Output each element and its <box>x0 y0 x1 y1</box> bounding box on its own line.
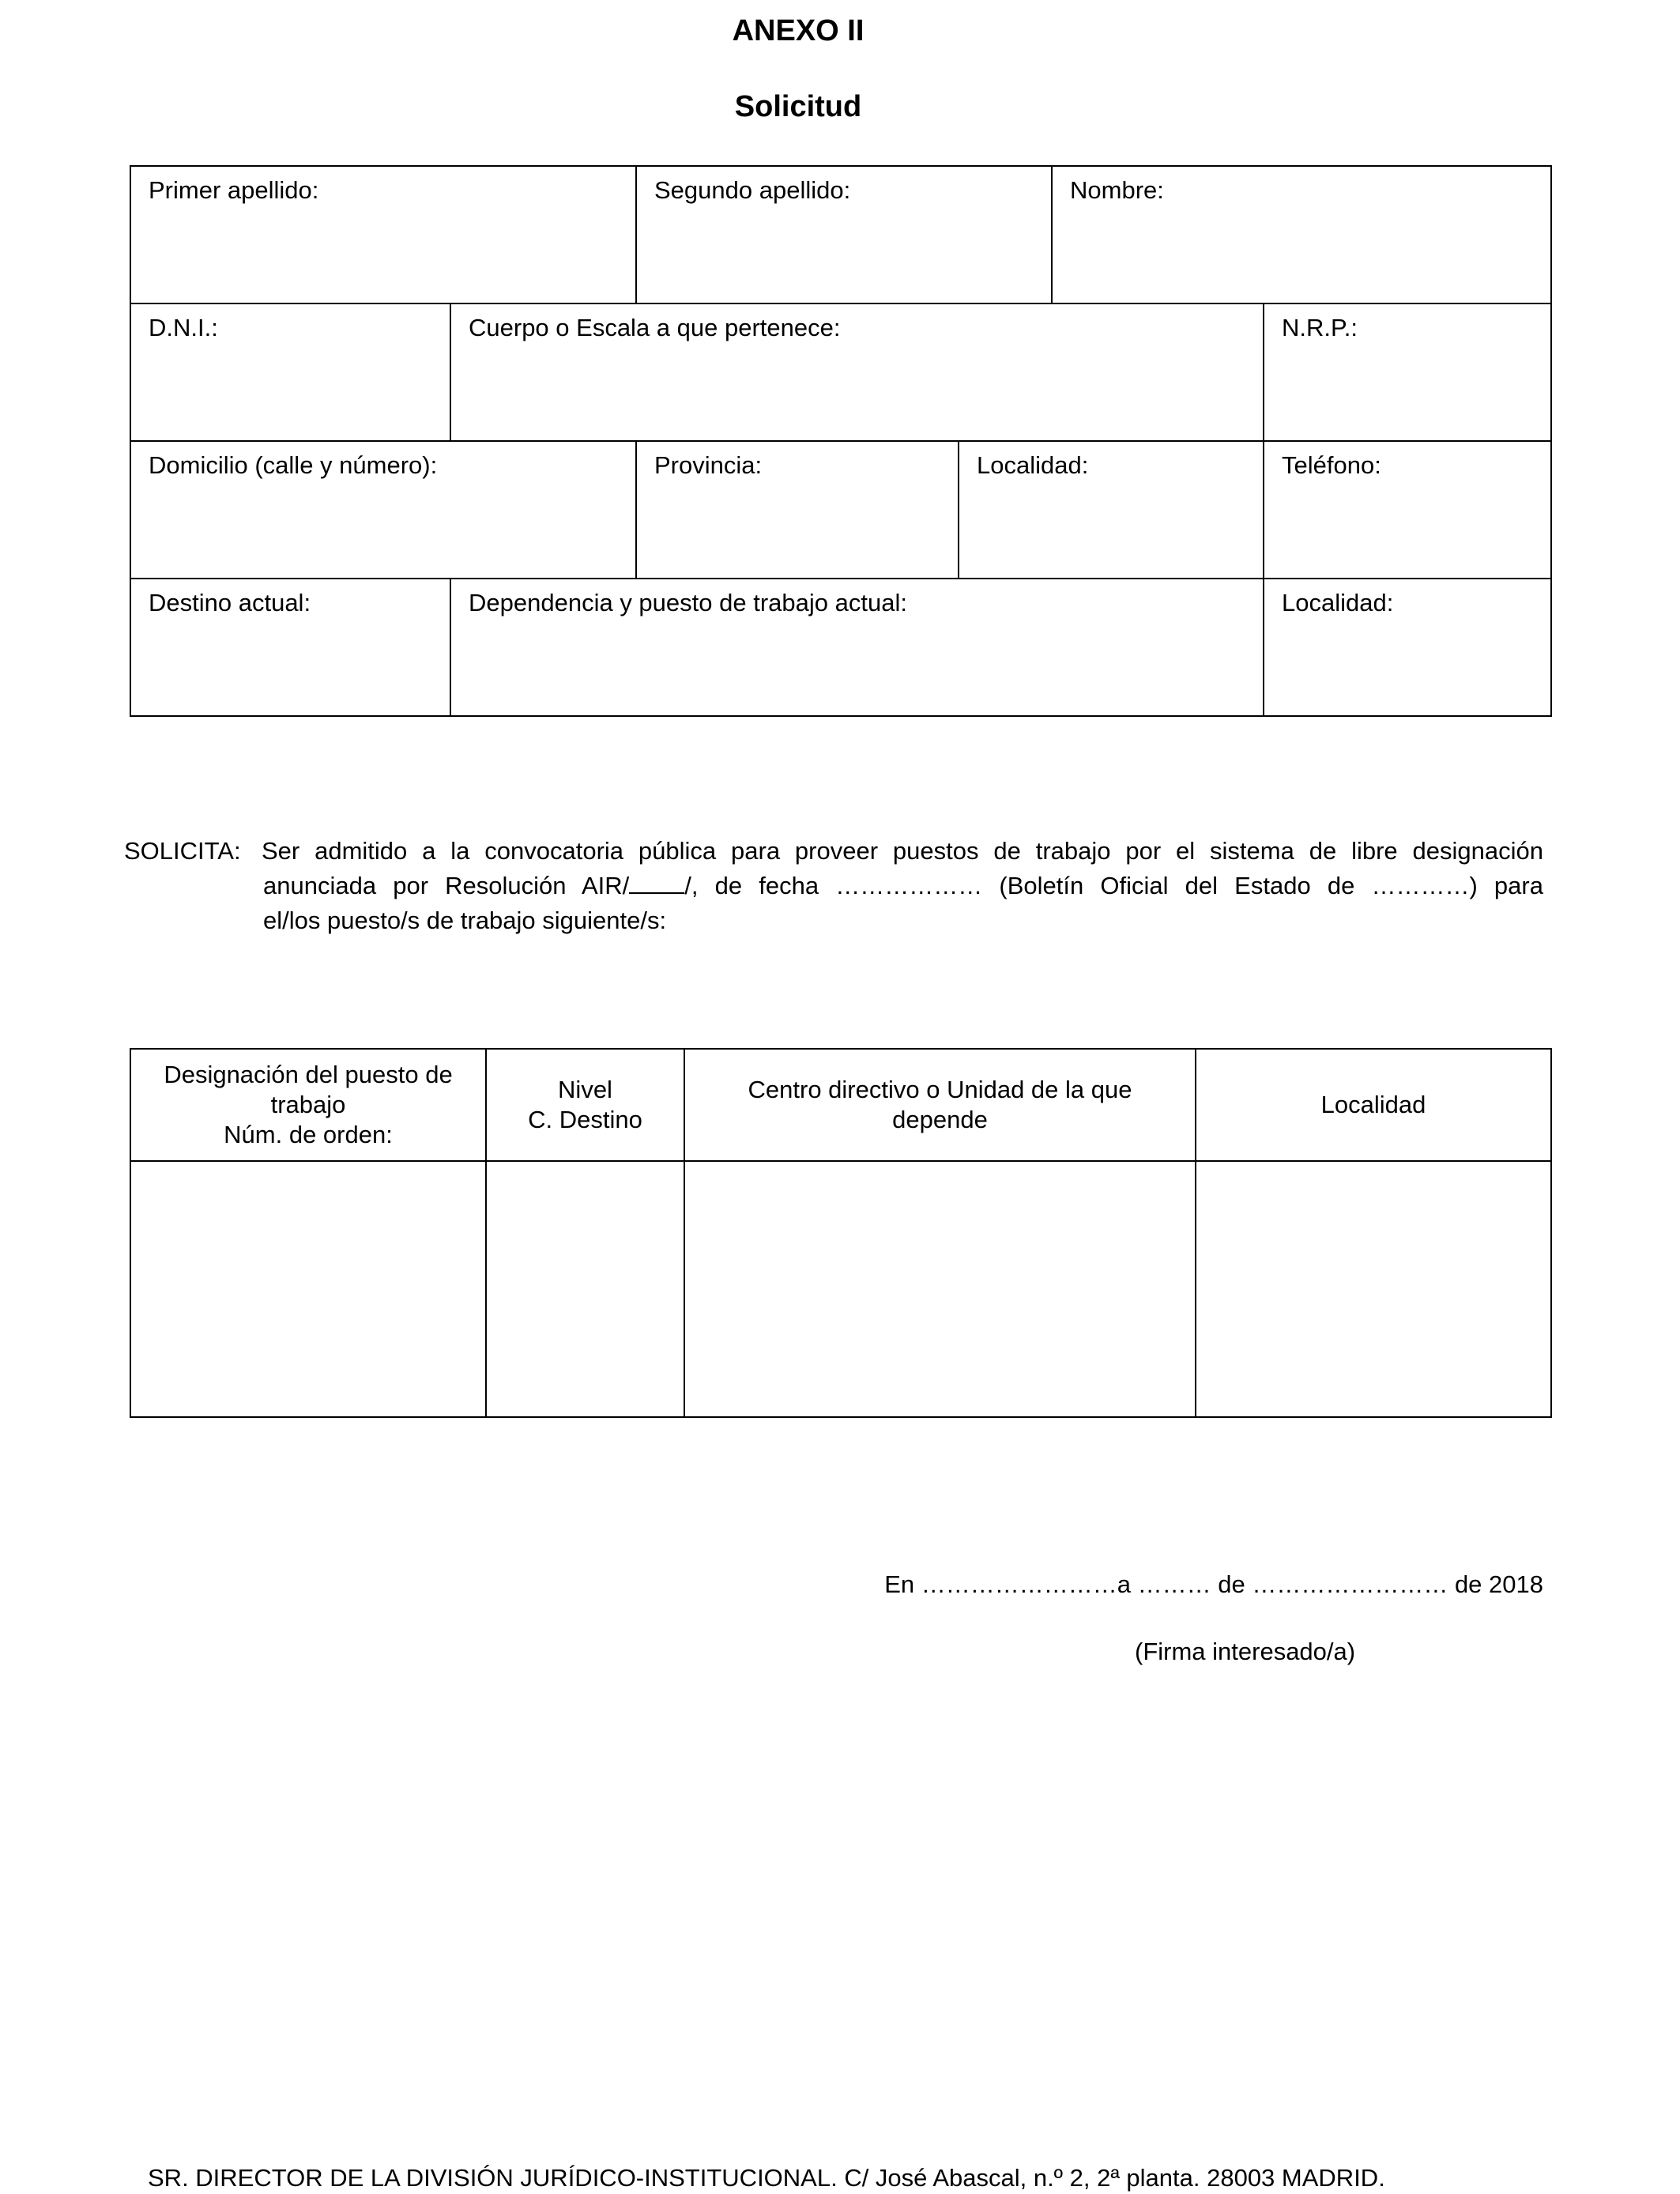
request-label: SOLICITA: <box>124 837 241 865</box>
header-line: Localidad <box>1320 1091 1426 1118</box>
cell-level[interactable] <box>486 1161 684 1417</box>
field-dni[interactable] <box>130 303 450 441</box>
field-label: Segundo apellido: <box>654 176 851 204</box>
table-header-row <box>130 1049 1551 1161</box>
field-label: Teléfono: <box>1282 451 1381 479</box>
field-address[interactable] <box>130 441 636 579</box>
field-label: D.N.I.: <box>149 314 218 341</box>
column-header-designation <box>130 1049 486 1161</box>
field-label: Localidad: <box>977 451 1089 479</box>
column-header-unit <box>684 1049 1196 1161</box>
annex-title: ANEXO II <box>732 14 864 47</box>
header-line: Nivel <box>558 1076 612 1103</box>
request-text: /, de fecha ……………… (Boletín Oficial del Estado de …………) para <box>684 872 1543 899</box>
header-line: Núm. de orden: <box>224 1121 393 1148</box>
field-current-locality[interactable] <box>1264 579 1551 716</box>
field-label: Domicilio (calle y número): <box>149 451 438 479</box>
table-row <box>130 1161 1551 1417</box>
footer-address: SR. DIRECTOR DE LA DIVISIÓN JURÍDICO-INSTITUCIONAL. C/ José Abascal, n.º 2, 2ª planta. 28003 MADRID. <box>148 2164 1385 2192</box>
field-label: Dependencia y puesto de trabajo actual: <box>469 589 907 616</box>
field-phone[interactable] <box>1264 441 1551 579</box>
header-line: Designación del puesto de <box>164 1061 453 1088</box>
field-label: Provincia: <box>654 451 763 479</box>
request-line: el/los puesto/s de trabajo siguiente/s: <box>263 907 667 934</box>
positions-table <box>130 1048 1552 1418</box>
header-line: Centro directivo o Unidad de la que <box>748 1076 1132 1103</box>
field-label: Destino actual: <box>149 589 311 616</box>
header-line: trabajo <box>270 1091 346 1118</box>
field-label: Cuerpo o Escala a que pertenece: <box>469 314 841 341</box>
place-date-line: En ……………………a ……… de …………………… de 2018 <box>884 1570 1543 1598</box>
field-label: N.R.P.: <box>1282 314 1358 341</box>
column-header-level <box>486 1049 684 1161</box>
field-current-destination[interactable] <box>130 579 450 716</box>
field-label: Nombre: <box>1070 176 1164 204</box>
cell-locality[interactable] <box>1196 1161 1551 1417</box>
field-province[interactable] <box>636 441 959 579</box>
cell-unit[interactable] <box>684 1161 1196 1417</box>
request-text: anunciada por Resolución AIR/ <box>263 872 630 899</box>
signature-label: (Firma interesado/a) <box>1135 1638 1356 1665</box>
field-first-surname[interactable] <box>130 166 636 303</box>
field-current-post[interactable] <box>450 579 1264 716</box>
field-nrp[interactable] <box>1264 303 1551 441</box>
field-locality[interactable] <box>959 441 1264 579</box>
resolution-number-blank[interactable] <box>629 869 684 894</box>
field-corps[interactable] <box>450 303 1264 441</box>
request-line: Ser admitido a la convocatoria pública para proveer puestos de trabajo por el sistema de libre designación <box>262 837 1543 865</box>
field-second-surname[interactable] <box>636 166 1052 303</box>
column-header-locality <box>1196 1049 1551 1161</box>
form-subtitle: Solicitud <box>734 90 862 123</box>
request-line <box>263 869 1543 903</box>
header-line: depende <box>892 1106 988 1133</box>
request-paragraph <box>124 834 1543 938</box>
cell-designation[interactable] <box>130 1161 486 1417</box>
personal-data-form <box>130 165 1552 717</box>
field-label: Localidad: <box>1282 589 1394 616</box>
field-label: Primer apellido: <box>149 176 319 204</box>
header-line: C. Destino <box>528 1106 642 1133</box>
field-name[interactable] <box>1052 166 1551 303</box>
